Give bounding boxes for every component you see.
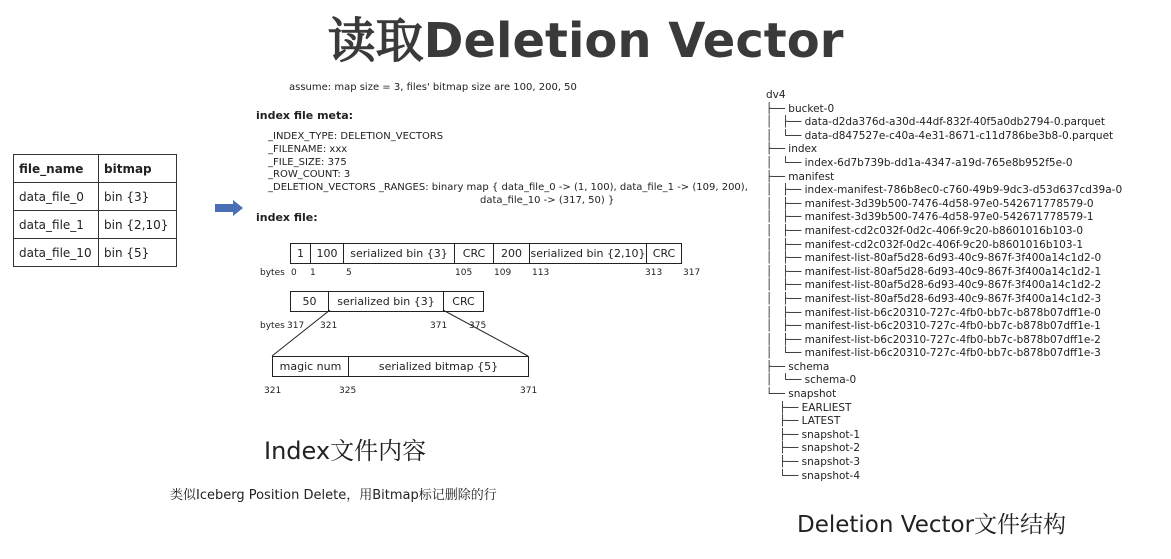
table-row [14,183,177,211]
byte-tick: 325 [339,386,357,396]
tree-line: │ └── schema-0 [766,374,857,387]
layout-cell: serialized bin {2,10} [530,244,647,263]
directory-tree [766,89,1122,483]
layout-cell: magic num [273,357,349,376]
tree-line: ├── bucket-0 [766,102,835,115]
cell-bitmap: bin {5} [99,239,177,267]
right-arrow-icon [215,200,245,216]
tree-line: └── snapshot [766,388,837,401]
cell-bitmap: bin {3} [99,183,177,211]
tree-line: │ ├── manifest-list-b6c20310-727c-4fb0-bb7c-b878b07dff1e-1 [766,320,1101,333]
byte-tick: 371 [520,386,538,396]
byte-tick: 5 [346,268,352,278]
byte-tick: 371 [430,321,448,331]
tree-line: ├── manifest [766,170,835,183]
tree-line: │ └── data-d847527e-c40a-4e31-8671-c11d786be3b8-0.parquet [766,129,1114,142]
byte-tick: 317 [683,268,701,278]
tree-line: ├── EARLIEST [766,401,852,414]
layout-cell: serialized bitmap {5} [378,360,499,373]
meta-line: _DELETION_VECTORS _RANGES: binary map { data_file_0 -> (1, 100), data_file_1 -> (109, 200), [268,182,748,193]
column-header-file-name: file_name [14,155,99,183]
meta-line: _ROW_COUNT: 3 [268,169,351,180]
cell-file-name: data_file_1 [14,211,99,239]
byte-tick: 105 [455,268,473,278]
layout-cell: 1 [291,244,311,263]
layout-cell: CRC [452,295,475,308]
tree-caption: Deletion Vector文件结构 [797,512,1067,538]
byte-tick: 375 [469,321,487,331]
index-subcaption: 类似Iceberg Position Delete，用Bitmap标记删除的行 [170,488,497,503]
meta-line: _INDEX_TYPE: DELETION_VECTORS [268,131,444,142]
index-file-heading: index file: [256,211,318,224]
tree-line: └── snapshot-4 [766,469,861,482]
tree-line: │ └── index-6d7b739b-dd1a-4347-a19d-765e8b952f5e-0 [766,156,1073,169]
byte-tick: 109 [494,268,512,278]
byte-tick: 321 [264,386,282,396]
byte-tick: 321 [320,321,338,331]
meta-line: data_file_10 -> (317, 50) } [480,195,615,206]
tree-line: │ ├── manifest-list-b6c20310-727c-4fb0-bb7c-b878b07dff1e-2 [766,333,1101,346]
zoom-connector-lines [270,310,532,360]
tree-line: ├── snapshot-3 [766,456,861,469]
bytes-label: bytes [260,321,285,331]
tree-line: │ ├── manifest-cd2c032f-0d2c-406f-9c20-b8601016b103-1 [766,238,1083,251]
byte-tick: 0 [291,268,297,278]
table-row [14,211,177,239]
tree-line: │ ├── index-manifest-786b8ec0-c760-49b9-9dc3-d53d637cd39a-0 [766,184,1123,197]
cell-file-name: data_file_10 [14,239,99,267]
meta-line: _FILENAME: xxx [268,144,348,155]
tree-line: │ └── manifest-list-b6c20310-727c-4fb0-bb7c-b878b07dff1e-3 [766,347,1101,360]
assume-text: assume: map size = 3, files' bitmap size are 100, 200, 50 [289,82,577,93]
index-file-layout-row [290,291,484,312]
layout-cell: CRC [455,244,494,263]
meta-line: _FILE_SIZE: 375 [268,157,347,168]
bitmap-layout-row [272,356,529,377]
tree-line: │ ├── manifest-3d39b500-7476-4d58-97e0-542671778579-0 [766,197,1094,210]
byte-tick: 313 [645,268,663,278]
tree-line: ├── snapshot-2 [766,442,861,455]
tree-line: ├── schema [766,360,830,373]
byte-tick: 1 [310,268,316,278]
layout-cell: 50 [291,292,329,311]
column-header-bitmap: bitmap [99,155,177,183]
tree-line: dv4 [766,89,786,101]
bytes-label: bytes [260,268,285,278]
table-row [14,239,177,267]
index-caption: Index文件内容 [264,437,427,465]
tree-line: │ ├── manifest-list-80af5d28-6d93-40c9-867f-3f400a14c1d2-0 [766,252,1102,265]
index-file-layout-row [290,243,682,264]
tree-line: │ ├── data-d2da376d-a30d-44df-832f-40f5a0db2794-0.parquet [766,116,1105,129]
layout-cell: CRC [652,247,676,260]
tree-line: │ ├── manifest-list-80af5d28-6d93-40c9-867f-3f400a14c1d2-2 [766,279,1102,292]
tree-line: ├── LATEST [766,415,841,428]
tree-line: │ ├── manifest-list-b6c20310-727c-4fb0-bb7c-b878b07dff1e-0 [766,306,1101,319]
file-bitmap-table [13,154,177,267]
cell-bitmap: bin {2,10} [99,211,177,239]
page-title: 读取Deletion Vector [327,13,844,69]
cell-file-name: data_file_0 [14,183,99,211]
layout-cell: serialized bin {3} [344,244,455,263]
tree-line: │ ├── manifest-list-80af5d28-6d93-40c9-867f-3f400a14c1d2-1 [766,265,1102,278]
table-header-row [14,155,177,183]
tree-line: │ ├── manifest-cd2c032f-0d2c-406f-9c20-b8601016b103-0 [766,224,1083,237]
layout-cell: serialized bin {3} [329,292,444,311]
tree-line: │ ├── manifest-3d39b500-7476-4d58-97e0-542671778579-1 [766,211,1094,224]
tree-line: ├── snapshot-1 [766,428,861,441]
layout-cell: 100 [311,244,344,263]
tree-line: │ ├── manifest-list-80af5d28-6d93-40c9-867f-3f400a14c1d2-3 [766,292,1102,305]
byte-tick: 317 [287,321,305,331]
byte-tick: 113 [532,268,550,278]
meta-heading: index file meta: [256,109,354,122]
layout-cell: 200 [494,244,530,263]
tree-line: ├── index [766,143,818,156]
